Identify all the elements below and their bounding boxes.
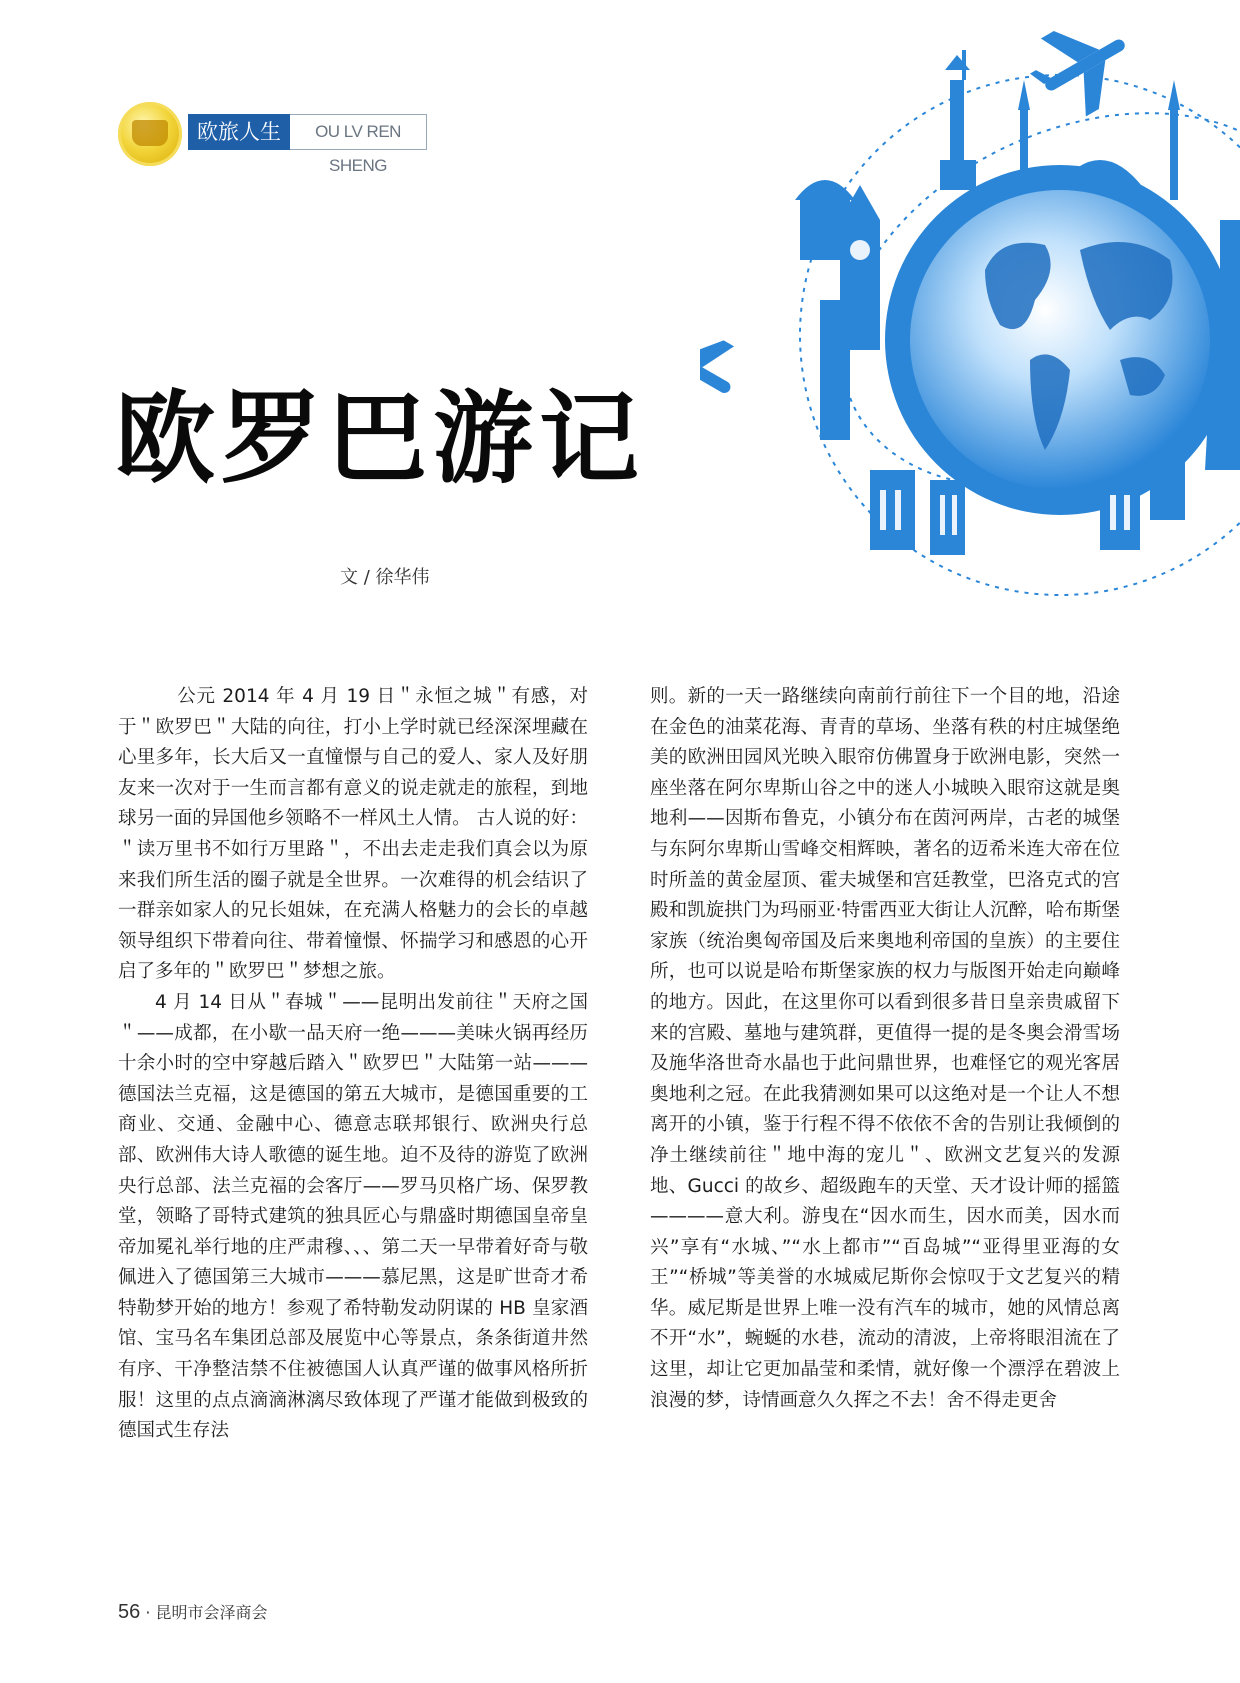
footer-separator: · bbox=[145, 1603, 151, 1622]
article-title: 欧罗巴游记 bbox=[115, 379, 645, 497]
travel-globe-illustration bbox=[700, 0, 1240, 600]
logo-emblem bbox=[118, 102, 182, 166]
byline: 文 / 徐华伟 bbox=[340, 567, 430, 588]
publication-name: 昆明市会泽商会 bbox=[155, 1603, 268, 1622]
paragraph: 公元 2014 年 4 月 19 日＂永恒之城＂有感，对于＂欧罗巴＂大陆的向往，打小上学时就已经深深埋藏在心里多年，长大后又一直憧憬与自己的爱人、家人及好朋友来一次对于一生而言都有意义的说走就走的旅程，到地球另一面的异国他乡领略不一样风土人情。 古人说的好：＂读万里书不如行万里路＂，不出去走走我们真会以为原来我们所生活的圈子就是全世界。一次难得的机会结识了一群亲如家人的兄长姐妹，在充满人格魅力的会长的卓越领导组织下带着向往、带着憧憬、怀揣学习和感恩的心开启了多年的＂欧罗巴＂梦想之旅。 bbox=[118, 686, 588, 983]
page-footer bbox=[118, 1600, 268, 1624]
paragraph: 则。新的一天一路继续向南前行前往下一个目的地，沿途在金色的油菜花海、青青的草场、坐落有秩的村庄城堡绝美的欧洲田园风光映入眼帘仿佛置身于欧洲电影，突然一座坐落在阿尔卑斯山谷之中的迷人小城映入眼帘这就是奥地利——因斯布鲁克，小镇分布在茵河两岸，古老的城堡与东阿尔卑斯山雪峰交相辉映，著名的迈希米连大帝在位时所盖的黄金屋顶、霍夫城堡和宫廷教堂，巴洛克式的宫殿和凯旋拱门为玛丽亚·特雷西亚大街让人沉醉，哈布斯堡家族（统治奥匈帝国及后来奥地利帝国的皇族）的主要住所，也可以说是哈布斯堡家族的权力与版图开始走向巅峰的地方。因此，在这里你可以看到很多昔日皇亲贵戚留下来的宫殿、墓地与建筑群，更值得一提的是冬奥会滑雪场及施华洛世奇水晶也于此问鼎世界，也难怪它的观光客居奥地利之冠。在此我猜测如果可以这绝对是一个让人不想离开的小镇，鉴于行程不得不依依不舍的告别让我倾倒的净土继续前往＂地中海的宠儿＂、欧洲文艺复兴的发源地、Gucci 的故乡、超级跑车的天堂、天才设计师的摇篮————意大利。游曳在“因水而生，因水而美，因水而兴”享有“水城、”“水上都市”“百岛城”“亚得里亚海的女王”“桥城”等美誉的水城威尼斯你会惊叹于文艺复兴的精华。威尼斯是世界上唯一没有汽车的城市，她的风情总离不开“水”，蜿蜒的水巷，流动的清波，上帝将眼泪流在了这里，却让它更加晶莹和柔情，就好像一个漂浮在碧波上浪漫的梦，诗情画意久久挥之不去！舍不得走更舍 bbox=[650, 686, 1120, 1411]
airplane-icon bbox=[700, 315, 750, 424]
body-column-left bbox=[118, 682, 588, 1447]
globe-icon bbox=[910, 190, 1210, 490]
section-label: 欧旅人生 bbox=[188, 114, 290, 150]
section-label-pinyin: OU LV REN SHENG bbox=[290, 114, 427, 150]
body-column-right bbox=[650, 682, 1120, 1416]
paragraph: 4 月 14 日从＂春城＂——昆明出发前往＂天府之国＂——成都，在小歇一品天府一绝———美味火锅再经历十余小时的空中穿越后踏入＂欧罗巴＂大陆第一站———德国法兰克福，这是德国的第五大城市，是德国重要的工商业、交通、金融中心、德意志联邦银行、欧洲央行总部、欧洲伟大诗人歌德的诞生地。迫不及待的游览了欧洲央行总部、法兰克福的会客厅——罗马贝格广场、保罗教堂，领略了哥特式建筑的独具匠心与鼎盛时期德国皇帝皇帝加冕礼举行地的庄严肃穆、、、第二天一早带着好奇与敬佩进入了德国第三大城市———慕尼黑，这是旷世奇才希特勒梦开始的地方！参观了希特勒发动阴谋的 HB 皇家酒馆、宝马名车集团总部及展览中心等景点，条条街道井然有序、干净整洁禁不住被德国人认真严谨的做事风格所折服！这里的点点滴滴淋漓尽致体现了严谨才能做到极致的德国式生存法 bbox=[118, 991, 588, 1442]
page-number: 56 bbox=[118, 1601, 141, 1623]
airplane-icon bbox=[1017, 4, 1146, 130]
